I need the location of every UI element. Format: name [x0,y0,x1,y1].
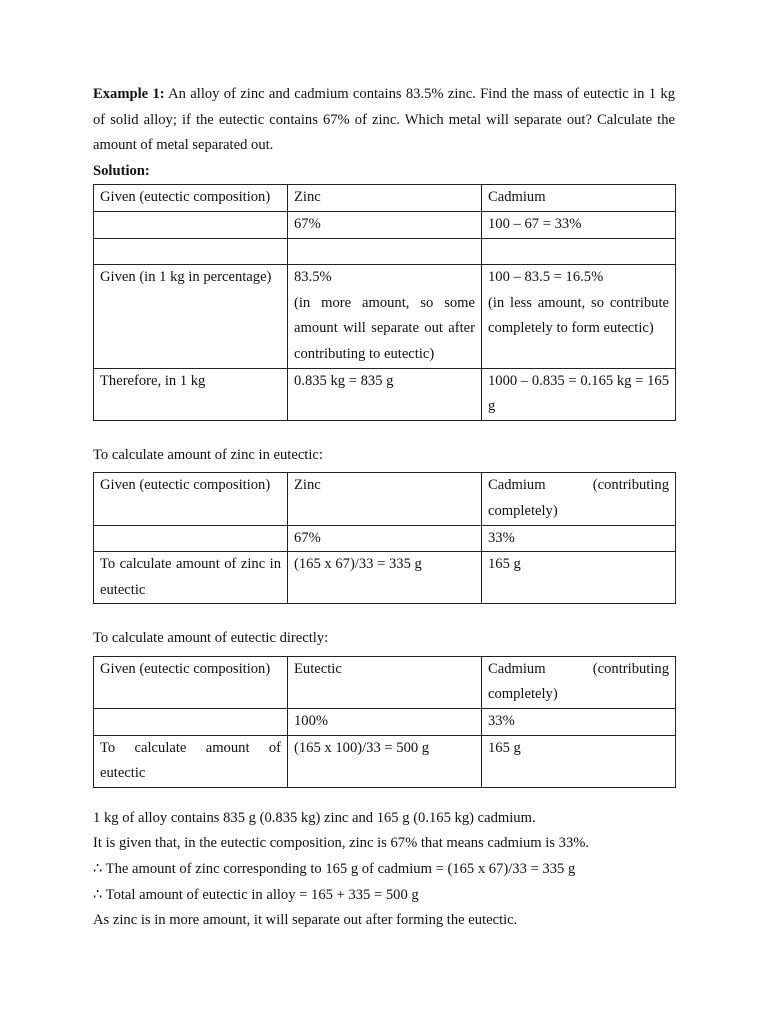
table-cell: (165 x 100)/33 = 500 g [288,735,482,787]
table-row [94,291,676,368]
table-cell: Cadmium [482,185,676,212]
table-cell: 33% [482,709,676,736]
table-cell: (in more amount, so some amount will separate out after contributing to eutectic) [288,291,482,368]
table-cell [94,709,288,736]
table-cell: 165 g [482,735,676,787]
table-cell: Cadmium (contributing completely) [482,473,676,525]
table-cell [288,238,482,265]
table-cell: Given (eutectic composition) [94,185,288,212]
table-row [94,709,676,736]
table-cell: Zinc [288,185,482,212]
table-row [94,473,676,525]
eutectic-table [93,656,676,788]
summary-line: As zinc is in more amount, it will separate out after forming the eutectic. [93,912,518,929]
solution-heading: Solution: [93,162,150,179]
table-cell: Given (in 1 kg in percentage) [94,265,288,291]
example-statement [93,82,675,159]
summary-line: 1 kg of alloy contains 835 g (0.835 kg) zinc and 165 g (0.165 kg) cadmium. [93,809,536,826]
table-cell: Cadmium (contributing completely) [482,656,676,708]
document-page [93,82,675,934]
table-cell: To calculate amount of eutectic [94,735,288,787]
table-row [94,525,676,552]
eutectic-caption: To calculate amount of eutectic directly: [93,630,329,647]
table-row [94,265,676,291]
table-cell [94,291,288,368]
table-cell: (in less amount, so contribute completely to form eutectic) [482,291,676,368]
zinc-table [93,472,676,604]
table-cell: To calculate amount of zinc in eutectic [94,552,288,604]
table-cell: 100 – 67 = 33% [482,211,676,238]
table-cell: 100% [288,709,482,736]
table-cell: 0.835 kg = 835 g [288,368,482,420]
zinc-caption: To calculate amount of zinc in eutectic: [93,446,323,463]
table-row [94,238,676,265]
table-cell: Given (eutectic composition) [94,656,288,708]
summary-block [93,806,675,934]
composition-table [93,184,676,420]
example-text: An alloy of zinc and cadmium contains 83.5% zinc. Find the mass of eutectic in 1 kg of solid alloy; if the eutectic contains 67% of zinc. Which metal will separate out? Calculate the amount of metal separated out. [93,86,675,154]
table-cell: 165 g [482,552,676,604]
table-cell: 83.5% [288,265,482,291]
table-cell [94,525,288,552]
table-row [94,368,676,420]
table-cell: 33% [482,525,676,552]
table-cell: Given (eutectic composition) [94,473,288,525]
table-cell [94,211,288,238]
table-row [94,185,676,212]
table-cell: (165 x 67)/33 = 335 g [288,552,482,604]
table-row [94,735,676,787]
table-row [94,552,676,604]
table-cell: Zinc [288,473,482,525]
table-cell: 67% [288,211,482,238]
table-cell [94,238,288,265]
table-row [94,211,676,238]
summary-line: It is given that, in the eutectic composition, zinc is 67% that means cadmium is 33%. [93,835,590,852]
table-cell [482,238,676,265]
table-cell: 100 – 83.5 = 16.5% [482,265,676,291]
table-cell: Eutectic [288,656,482,708]
summary-line: ∴ The amount of zinc corresponding to 165 g of cadmium = (165 x 67)/33 = 335 g [93,861,576,878]
summary-line: ∴ Total amount of eutectic in alloy = 165 + 335 = 500 g [93,886,419,903]
table-cell: 1000 – 0.835 = 0.165 kg = 165 g [482,368,676,420]
table-cell: 67% [288,525,482,552]
example-label: Example 1: [93,86,165,102]
table-cell: Therefore, in 1 kg [94,368,288,420]
table-row [94,656,676,708]
